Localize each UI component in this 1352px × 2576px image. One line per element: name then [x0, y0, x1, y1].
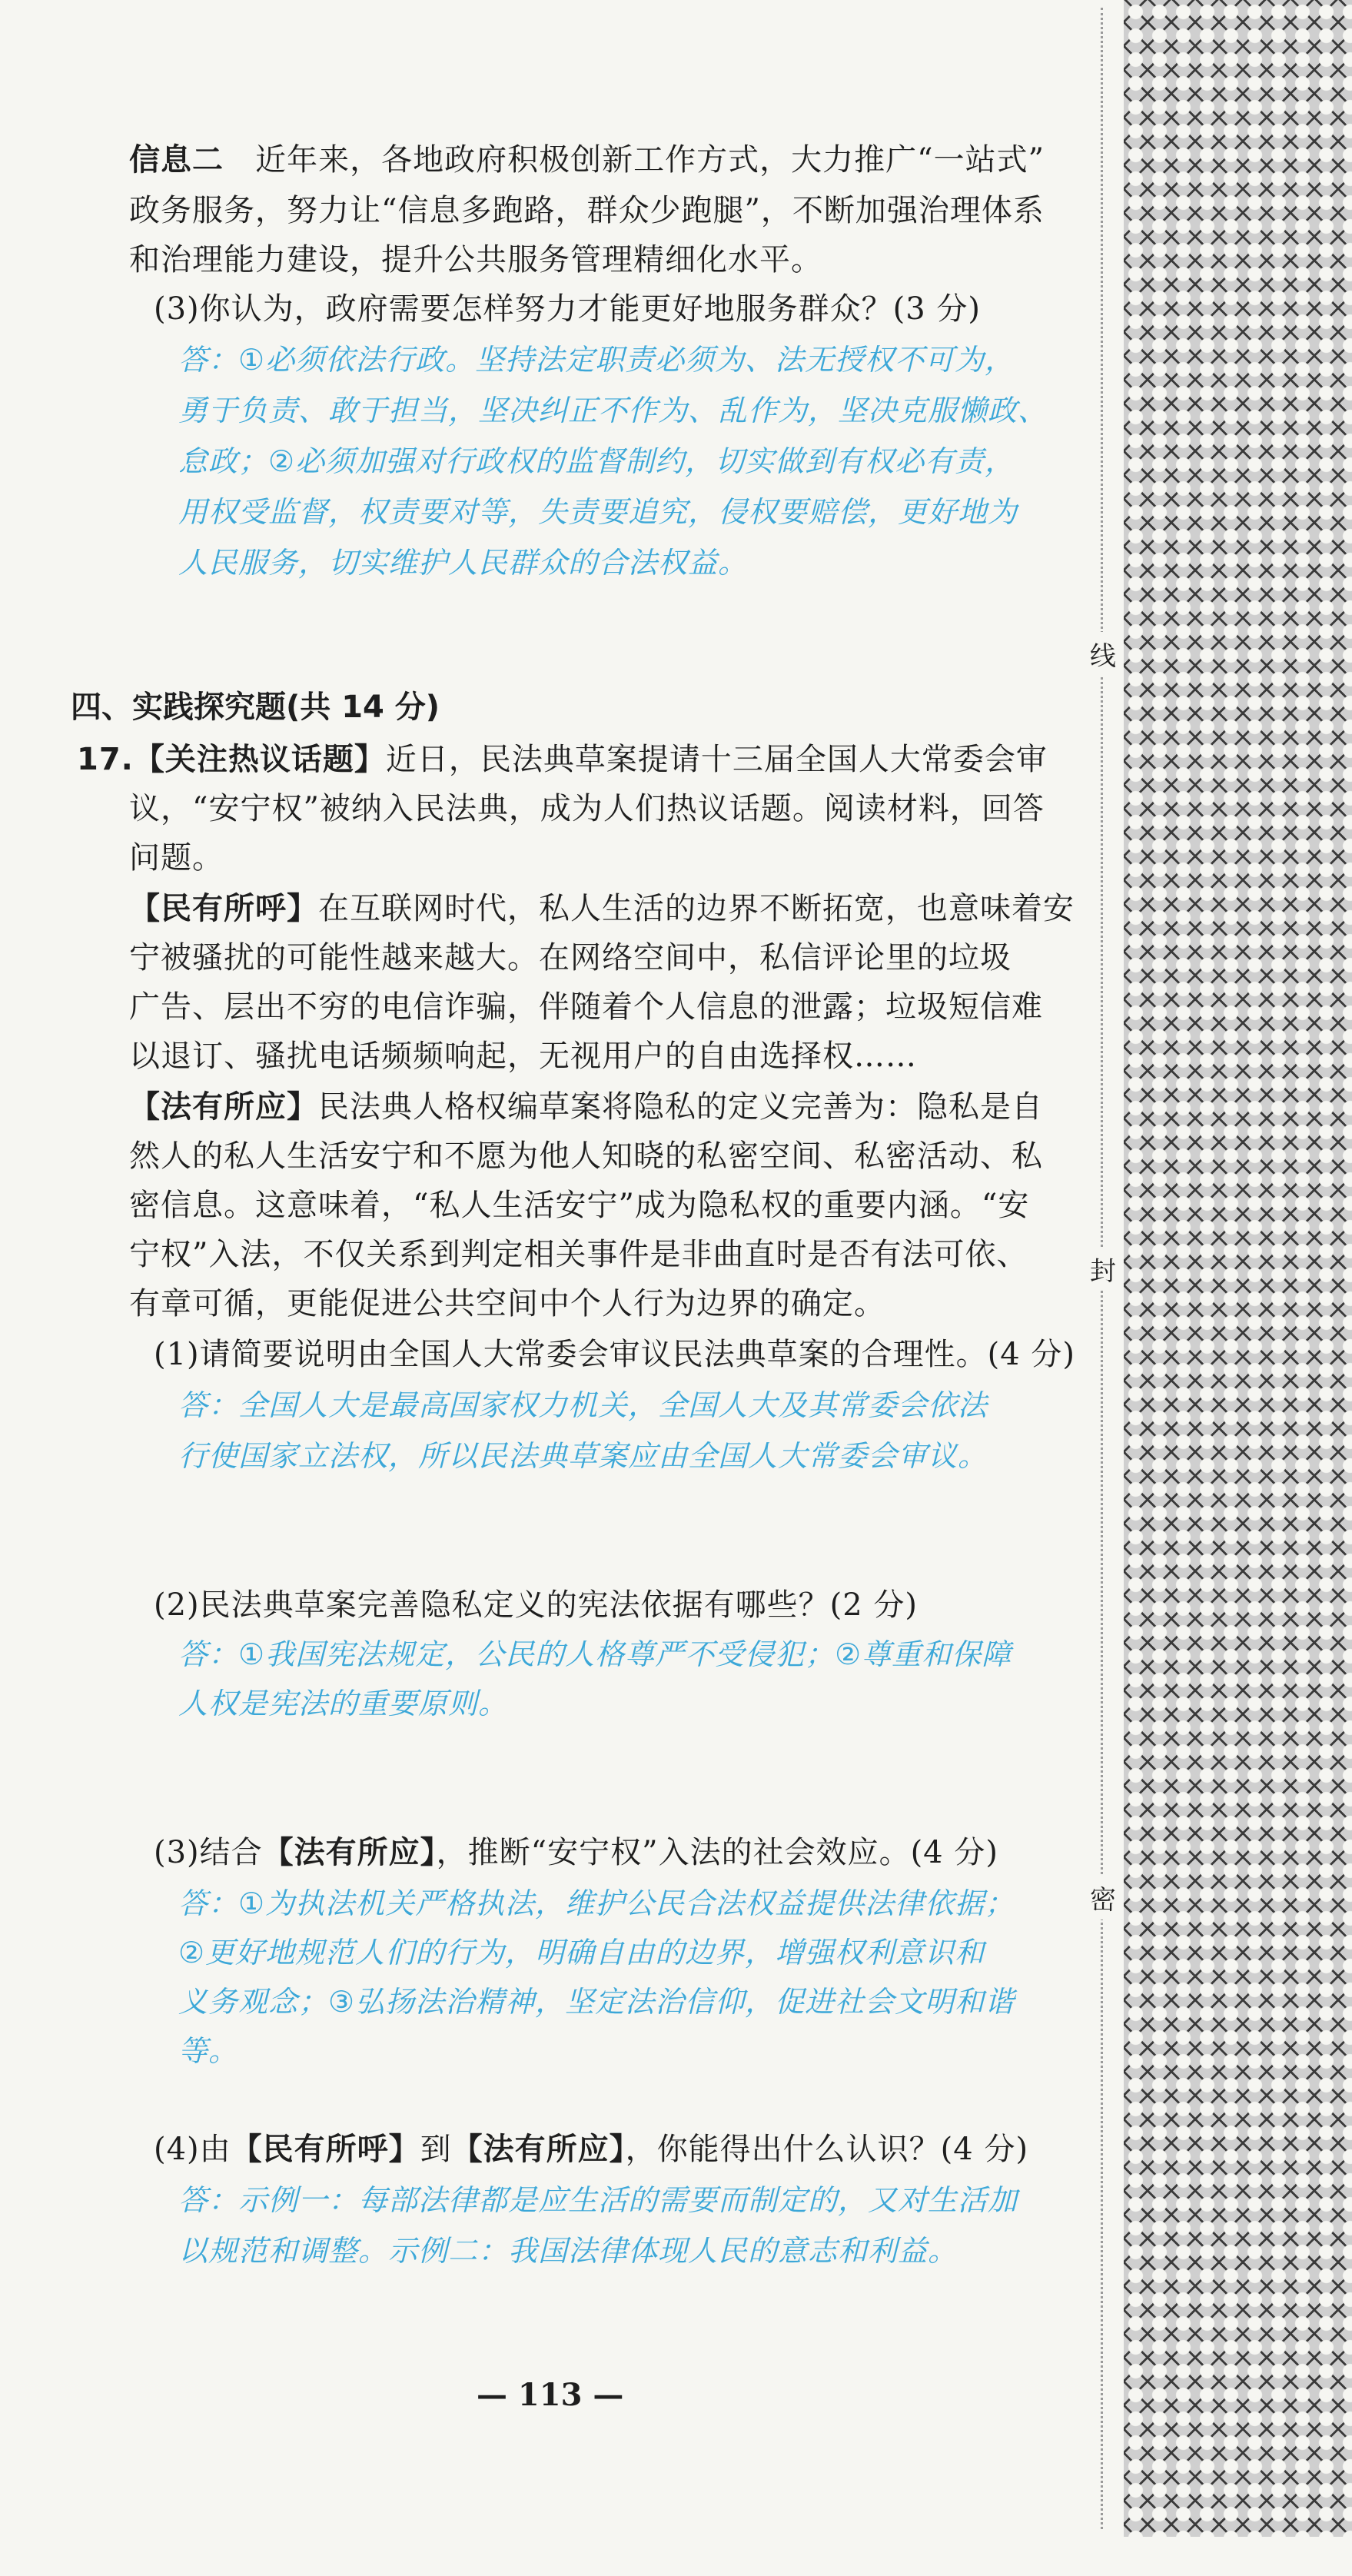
q17-4-mid: 到: [420, 2132, 452, 2167]
q17-4-answer-2: 以规范和调整。示例二：我国法律体现人民的意志和利益。: [178, 2234, 958, 2268]
q3-top-answer-4: 用权受监督，权责要对等，失责要追究，侵权要赔偿，更好地为: [178, 495, 1018, 529]
q3-top-answer-3: 怠政；②必须加强对行政权的监督制约，切实做到有权必有责，: [178, 444, 1015, 478]
fayou-tag: 【法有所应】: [129, 1089, 318, 1125]
page-number: — 113 —: [477, 2377, 624, 2413]
info2-line-3: 和治理能力建设，提升公共服务管理精细化水平。: [129, 242, 822, 278]
fayou-line-4: 宁权”入法，不仅关系到判定相关事件是非曲直时是否有法可依、: [129, 1237, 1028, 1272]
q17-3-answer-1: 答：①为执法机关严格执法，维护公民合法权益提供法律依据；: [178, 1886, 1015, 1920]
info2-text-1: 近年来，各地政府积极创新工作方式，大力推广“一站式”: [255, 142, 1045, 178]
info2-line-1: [129, 135, 1045, 184]
q17-1-answer-2: 行使国家立法权，所以民法典草案应由全国人大常委会审议。: [178, 1439, 988, 1473]
q17-4-tag1: 【民有所呼】: [231, 2132, 420, 2167]
q17-intro-1: 近日，民法典草案提请十三届全国人大常委会审: [385, 742, 1048, 777]
q17-1-question: (1)请简要说明由全国人大常委会审议民法典草案的合理性。(4 分): [154, 1337, 1076, 1372]
q17-line-1: [77, 735, 1048, 784]
q17-number: 17.: [77, 742, 134, 777]
q3-top-answer-5: 人民服务，切实维护人民群众的合法权益。: [178, 546, 749, 580]
binding-label-feng: 封: [1090, 1247, 1116, 1291]
q17-2-answer-1: 答：①我国宪法规定，公民的人格尊严不受侵犯；②尊重和保障: [178, 1637, 1012, 1671]
q3-top-question: (3)你认为，政府需要怎样努力才能更好地服务群众？(3 分): [154, 291, 982, 327]
info2-label: 信息二: [129, 142, 224, 178]
decorative-pattern-strip: [1124, 0, 1352, 2537]
info2-line-2: 政务服务，努力让“信息多跑路，群众少跑腿”，不断加强治理体系: [129, 193, 1045, 228]
minyou-line-4: 以退订、骚扰电话频频响起，无视用户的自由选择权……: [129, 1039, 917, 1074]
q17-3-tag: 【法有所应】: [262, 1835, 437, 1870]
q3-top-answer-2: 勇于负责、敢于担当，坚决纠正不作为、乱作为，坚决克服懒政、: [178, 394, 1048, 427]
q17-4-prefix: (4)由: [154, 2132, 231, 2167]
q17-4-suffix: ，你能得出什么认识？(4 分): [625, 2132, 1029, 2167]
fayou-line-5: 有章可循，更能促进公共空间中个人行为边界的确定。: [129, 1286, 885, 1321]
q17-tag: 【关注热议话题】: [133, 742, 386, 777]
q17-3-answer-2: ②更好地规范人们的行为，明确自由的边界，增强权利意识和: [178, 1936, 985, 1969]
q17-2-answer-2: 人权是宪法的重要原则。: [178, 1687, 509, 1720]
q3-top-answer-1: 答：①必须依法行政。坚持法定职责必须为、法无授权不可为，: [178, 343, 1015, 377]
minyou-line-1: [129, 884, 1075, 933]
q17-4-question: [154, 2125, 1028, 2174]
q17-4-answer-1: 答：示例一：每部法律都是应生活的需要而制定的，又对生活加: [178, 2183, 1018, 2217]
q17-intro-3: 问题。: [129, 840, 224, 876]
minyou-line-3: 广告、层出不穷的电信诈骗，伴随着个人信息的泄露；垃圾短信难: [129, 989, 1043, 1025]
fayou-line-3: 密信息。这意味着，“私人生活安宁”成为隐私权的重要内涵。“安: [129, 1188, 1030, 1223]
minyou-text-1: 在互联网时代，私人生活的边界不断拓宽，也意味着安: [318, 891, 1075, 926]
binding-label-xian: 线: [1090, 632, 1116, 676]
q17-3-suffix: ，推断“安宁权”入法的社会效应。(4 分): [436, 1835, 998, 1870]
q17-intro-2: 议，“安宁权”被纳入民法典，成为人们热议话题。阅读材料，回答: [129, 791, 1045, 826]
fayou-line-2: 然人的私人生活安宁和不愿为他人知晓的私密空间、私密活动、私: [129, 1138, 1043, 1174]
fayou-text-1: 民法典人格权编草案将隐私的定义完善为：隐私是自: [318, 1089, 1043, 1125]
q17-2-question: (2)民法典草案完善隐私定义的宪法依据有哪些？(2 分): [154, 1587, 918, 1623]
q17-3-question: [154, 1828, 998, 1877]
section-4-title: 四、实践探究题(共 14 分): [71, 690, 440, 725]
minyou-tag: 【民有所呼】: [129, 891, 318, 926]
q17-3-answer-4: 等。: [178, 2034, 239, 2068]
q17-4-tag2: 【法有所应】: [451, 2132, 626, 2167]
fayou-line-1: [129, 1082, 1043, 1132]
q17-3-prefix: (3)结合: [154, 1835, 263, 1870]
q17-3-answer-3: 义务观念；③弘扬法治精神，坚定法治信仰，促进社会文明和谐: [178, 1985, 1015, 2019]
q17-1-answer-1: 答：全国人大是最高国家权力机关，全国人大及其常委会依法: [178, 1388, 988, 1422]
binding-label-mi: 密: [1090, 1876, 1116, 1920]
minyou-line-2: 宁被骚扰的可能性越来越大。在网络空间中，私信评论里的垃圾: [129, 940, 1012, 976]
